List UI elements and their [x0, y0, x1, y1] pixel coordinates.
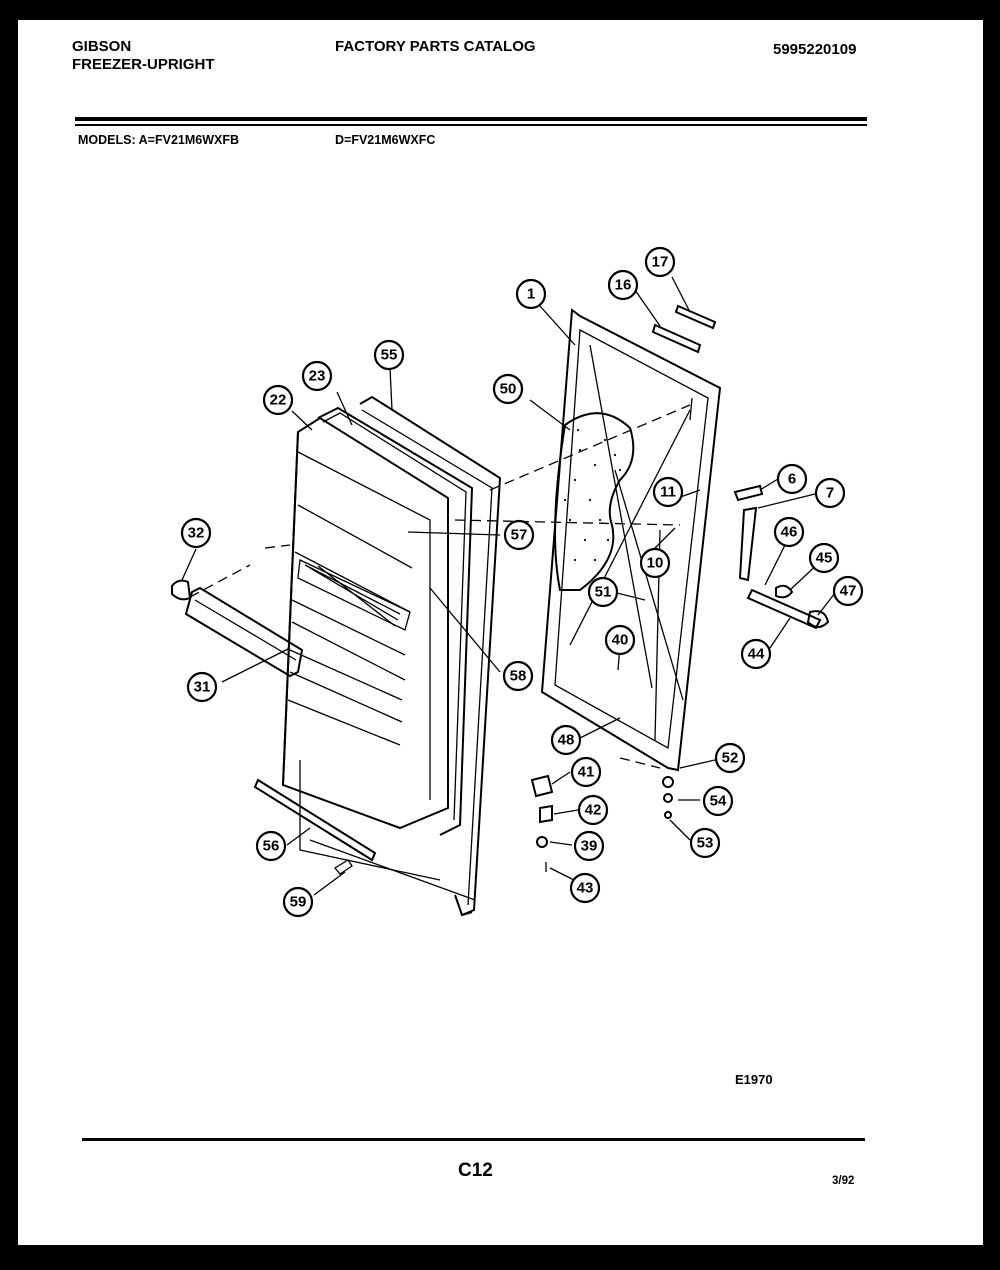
svg-text:46: 46 [780, 523, 798, 541]
svg-text:17: 17 [651, 253, 669, 271]
door-shelf-rail [172, 581, 302, 676]
callout-57 [505, 521, 533, 549]
catalog-title: FACTORY PARTS CATALOG [335, 38, 536, 55]
svg-text:57: 57 [510, 526, 528, 544]
svg-text:59: 59 [289, 893, 307, 911]
callout-50 [494, 375, 522, 403]
svg-text:52: 52 [721, 749, 739, 767]
callout-58 [504, 662, 532, 690]
callout-11 [654, 478, 682, 506]
callout-51 [589, 578, 617, 606]
svg-text:56: 56 [262, 837, 280, 855]
hardware-parts [532, 776, 673, 872]
svg-text:54: 54 [709, 792, 727, 810]
callout-6 [778, 465, 806, 493]
svg-text:41: 41 [577, 763, 595, 781]
svg-text:53: 53 [696, 834, 714, 852]
svg-text:45: 45 [815, 549, 833, 567]
callout-56 [257, 832, 285, 860]
callout-55 [375, 341, 403, 369]
door-liner [283, 418, 448, 828]
brand-name: GIBSON [72, 38, 132, 55]
callout-52 [716, 744, 744, 772]
revision-date: 3/92 [832, 1175, 855, 1187]
callout-7 [816, 479, 844, 507]
callout-17 [646, 248, 674, 276]
svg-text:22: 22 [269, 391, 287, 409]
callout-45 [810, 544, 838, 572]
svg-text:16: 16 [614, 276, 632, 294]
callout-47 [834, 577, 862, 605]
cabinet-back [542, 310, 720, 770]
product-type: FREEZER-UPRIGHT [72, 56, 215, 73]
svg-text:55: 55 [380, 346, 398, 364]
callout-41 [572, 758, 600, 786]
svg-text:1: 1 [526, 285, 536, 303]
callout-39 [575, 832, 603, 860]
callout-48 [552, 726, 580, 754]
page-number: C12 [458, 1160, 493, 1181]
footer-rule [82, 1138, 865, 1141]
top-hinge [653, 306, 715, 352]
svg-text:50: 50 [499, 380, 517, 398]
callout-54 [704, 787, 732, 815]
svg-text:44: 44 [747, 645, 765, 663]
svg-text:11: 11 [660, 483, 676, 501]
svg-text:40: 40 [611, 631, 629, 649]
svg-text:6: 6 [787, 470, 797, 488]
svg-text:43: 43 [576, 879, 594, 897]
drawing-code: E1970 [735, 1072, 773, 1087]
callout-23 [303, 362, 331, 390]
outer-door-panel [300, 397, 500, 915]
callout-59 [284, 888, 312, 916]
foam-insulation [555, 413, 633, 590]
callout-46 [775, 518, 803, 546]
callout-43 [571, 874, 599, 902]
callout-40 [606, 626, 634, 654]
svg-text:31: 31 [193, 678, 211, 696]
models-b: D=FV21M6WXFC [335, 133, 436, 147]
svg-text:39: 39 [580, 837, 598, 855]
catalog-number: 5995220109 [773, 41, 857, 58]
svg-text:48: 48 [557, 731, 575, 749]
callout-44 [742, 640, 770, 668]
svg-text:10: 10 [646, 554, 664, 572]
svg-text:51: 51 [594, 583, 612, 601]
svg-text:58: 58 [509, 667, 527, 685]
callout-22 [264, 386, 292, 414]
callout-1 [517, 280, 545, 308]
svg-text:23: 23 [308, 367, 326, 385]
callout-16 [609, 271, 637, 299]
svg-text:42: 42 [584, 801, 602, 819]
callout-53 [691, 829, 719, 857]
callout-32 [182, 519, 210, 547]
callout-42 [579, 796, 607, 824]
callout-31 [188, 673, 216, 701]
callout-10 [641, 549, 669, 577]
svg-text:32: 32 [187, 524, 205, 542]
models-a: MODELS: A=FV21M6WXFB [78, 133, 240, 147]
svg-text:7: 7 [825, 484, 835, 502]
svg-text:47: 47 [839, 582, 857, 600]
